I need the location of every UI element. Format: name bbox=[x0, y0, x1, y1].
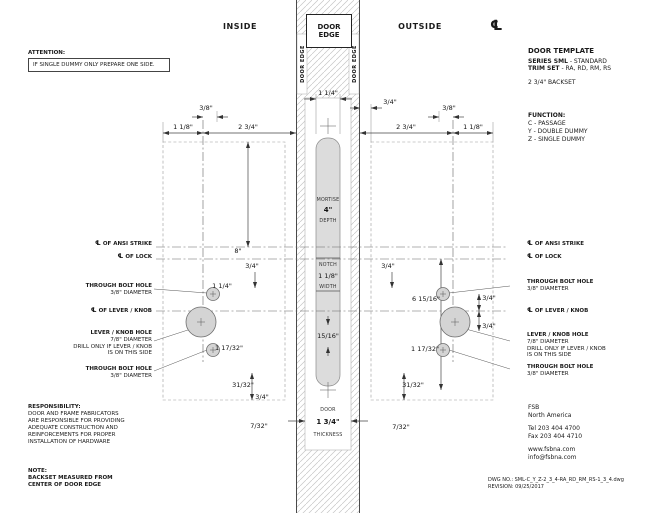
dim-label: 7/32" bbox=[250, 422, 268, 430]
door-edge-rotated-left: DOOR EDGE bbox=[300, 45, 306, 83]
dim-label: 1 17/32" bbox=[215, 344, 243, 352]
callout-label: OF LEVER / KNOB bbox=[534, 308, 589, 314]
callout-through-bolt-bottom-inside bbox=[86, 366, 152, 380]
centerline-icon: ℄ bbox=[527, 252, 533, 260]
callout-label: LEVER / KNOB HOLE bbox=[90, 330, 152, 336]
attention-body: IF SINGLE DUMMY ONLY PREPARE ONE SIDE. bbox=[28, 58, 170, 72]
centerline-icon: ℄ bbox=[95, 239, 101, 247]
responsibility-note bbox=[28, 404, 125, 446]
function-block bbox=[528, 112, 588, 144]
dwg-number: DWG NO.: SML-C_Y_Z-2_3_4-RA_RD_RM_RS-1_3_4.dwg bbox=[488, 477, 624, 483]
responsibility-line: ARE RESPONSIBLE FOR PROVIDING bbox=[28, 418, 125, 424]
callout-label: OF ANSI STRIKE bbox=[102, 241, 152, 247]
dim-label: 7/32" bbox=[392, 423, 410, 431]
door-edge-rotated-right: DOOR EDGE bbox=[352, 45, 358, 83]
dim-label: 31/32" bbox=[232, 381, 254, 389]
function-item: Y - DOUBLE DUMMY bbox=[528, 128, 588, 135]
dim-label: 3/4" bbox=[482, 294, 496, 302]
inside-plate-outline bbox=[163, 142, 285, 400]
callout-sublabel: 3/8" DIAMETER bbox=[527, 285, 569, 292]
notch-label: NOTCH bbox=[319, 263, 337, 268]
door-thickness-label: THICKNESS bbox=[313, 433, 343, 438]
responsibility-line: REINFORCEMENTS FOR PROPER bbox=[28, 432, 116, 438]
backset-spec: 2 3/4" BACKSET bbox=[528, 78, 576, 86]
responsibility-line: ADEQUATE CONSTRUCTION AND bbox=[28, 425, 118, 431]
mortise-depth-label: DEPTH bbox=[319, 219, 337, 224]
dim-label: 3/8" bbox=[199, 104, 213, 112]
dim-label: 1 1/4" bbox=[318, 89, 338, 97]
website: www.fsbna.com bbox=[528, 446, 576, 453]
callout-lever-hole-outside bbox=[527, 332, 606, 359]
dim-label: 2 3/4" bbox=[238, 123, 258, 131]
note-title: NOTE: bbox=[28, 468, 47, 474]
dim-label: 3/4" bbox=[383, 98, 397, 106]
callout-label: THROUGH BOLT HOLE bbox=[527, 279, 594, 285]
callout-sublabel: IS ON THIS SIDE bbox=[527, 352, 572, 359]
dim-label: 1 1/8" bbox=[173, 123, 193, 131]
callout-label: LEVER / KNOB HOLE bbox=[527, 332, 589, 338]
outside-plate-outline bbox=[371, 142, 496, 400]
template-info bbox=[528, 48, 611, 86]
dim-label: 1 1/8" bbox=[463, 123, 483, 131]
callout-ansi-strike-outside bbox=[527, 240, 584, 248]
drawing-number-block bbox=[488, 477, 624, 490]
function-item: Z - SINGLE DUMMY bbox=[528, 136, 585, 143]
callout-label: OF LEVER / KNOB bbox=[98, 308, 152, 314]
mortise-label: MORTISE bbox=[316, 198, 340, 203]
centerline-icon: ℄ bbox=[117, 252, 124, 260]
callout-lever-cl-inside bbox=[91, 307, 152, 315]
callout-sublabel: 3/8" DIAMETER bbox=[110, 289, 152, 296]
door-edge-header bbox=[306, 14, 352, 48]
slot-dim: 15/16" bbox=[317, 332, 339, 340]
function-title: FUNCTION: bbox=[528, 112, 566, 119]
door-label: DOOR bbox=[320, 408, 336, 413]
centerline-icon: ℄ bbox=[490, 18, 503, 34]
note-line: BACKSET MEASURED FROM bbox=[28, 475, 113, 481]
attention-note bbox=[28, 50, 170, 72]
callout-label: OF LOCK bbox=[125, 254, 152, 260]
notch-width-label: WIDTH bbox=[319, 285, 337, 290]
email: info@fsbna.com bbox=[528, 453, 577, 461]
dim-label: 1 17/32" bbox=[411, 345, 439, 353]
callout-sublabel: IS ON THIS SIDE bbox=[107, 350, 152, 357]
revision: REVISION: 09/25/2017 bbox=[488, 483, 544, 490]
notch-width-value: 1 1/8" bbox=[318, 272, 338, 280]
dim-label: 1 1/4" bbox=[212, 282, 232, 290]
company-name: FSB bbox=[528, 404, 540, 411]
door-edge-header-line1: DOOR bbox=[317, 23, 341, 31]
callout-sublabel: 3/8" DIAMETER bbox=[527, 370, 569, 377]
responsibility-line: INSTALLATION OF HARDWARE bbox=[28, 439, 111, 445]
dim-label: 3/4" bbox=[255, 393, 269, 401]
dim-label: 6 15/16" bbox=[412, 295, 440, 303]
callout-label: THROUGH BOLT HOLE bbox=[527, 364, 594, 370]
footer-contact bbox=[528, 404, 582, 461]
phone: Tel 203 404 4700 bbox=[528, 425, 580, 432]
door-thickness-value: 1 3/4" bbox=[316, 418, 340, 426]
callout-through-bolt-bottom-outside bbox=[527, 364, 593, 378]
company-region: North America bbox=[528, 411, 572, 419]
fax: Fax 203 404 4710 bbox=[528, 432, 583, 440]
dim-label: 3/8" bbox=[442, 104, 456, 112]
backset-note bbox=[28, 468, 113, 489]
callout-sublabel: DRILL ONLY IF LEVER / KNOB bbox=[527, 345, 606, 352]
door-edge-header-line2: EDGE bbox=[318, 31, 340, 39]
callout-lever-hole-inside bbox=[73, 330, 152, 357]
trim-value: - RA, RD, RM, RS bbox=[559, 65, 612, 72]
callout-sublabel: DRILL ONLY IF LEVER / KNOB bbox=[73, 343, 152, 350]
attention-title: ATTENTION: bbox=[28, 50, 66, 56]
trim-line bbox=[528, 65, 611, 73]
outside-header: OUTSIDE bbox=[398, 22, 442, 31]
callout-lock-inside bbox=[118, 253, 152, 261]
callout-label: OF LOCK bbox=[534, 254, 562, 260]
dim-label: 3/4" bbox=[482, 322, 496, 330]
dim-label: 31/32" bbox=[402, 381, 424, 389]
series-label: SERIES SML bbox=[528, 57, 568, 65]
callout-label: THROUGH BOLT HOLE bbox=[85, 366, 152, 372]
template-title: DOOR TEMPLATE bbox=[528, 47, 595, 55]
dim-label: 3/4" bbox=[245, 262, 259, 270]
callout-label: OF ANSI STRIKE bbox=[534, 241, 584, 247]
trim-label: TRIM SET bbox=[528, 65, 560, 72]
mortise-depth-value: 4" bbox=[323, 206, 333, 214]
callout-sublabel: 3/8" DIAMETER bbox=[110, 372, 152, 379]
callout-sublabel: 7/8" DIAMETER bbox=[110, 336, 152, 343]
callout-through-bolt-top-outside bbox=[527, 279, 593, 293]
series-line bbox=[528, 58, 611, 66]
centerline-icon: ℄ bbox=[90, 306, 97, 314]
callout-lever-cl-outside bbox=[527, 307, 588, 315]
centerline-icon: ℄ bbox=[527, 239, 533, 247]
series-value: - STANDARD bbox=[567, 57, 607, 65]
responsibility-line: DOOR AND FRAME FABRICATORS bbox=[28, 411, 119, 417]
callout-label: THROUGH BOLT HOLE bbox=[85, 283, 152, 289]
function-item: C - PASSAGE bbox=[528, 120, 566, 127]
callout-sublabel: 7/8" DIAMETER bbox=[527, 338, 569, 345]
dim-label: 8" bbox=[234, 247, 242, 255]
responsibility-title: RESPONSIBILITY: bbox=[28, 404, 81, 410]
inside-header: INSIDE bbox=[222, 22, 258, 31]
callout-ansi-strike-inside bbox=[95, 240, 152, 248]
dim-label: 2 3/4" bbox=[396, 123, 416, 131]
note-line: CENTER OF DOOR EDGE bbox=[28, 482, 102, 488]
dim-label: 3/4" bbox=[381, 262, 395, 270]
centerline-icon: ℄ bbox=[527, 306, 533, 314]
callout-through-bolt-top-inside bbox=[86, 283, 152, 297]
callout-lock-outside bbox=[527, 253, 561, 261]
